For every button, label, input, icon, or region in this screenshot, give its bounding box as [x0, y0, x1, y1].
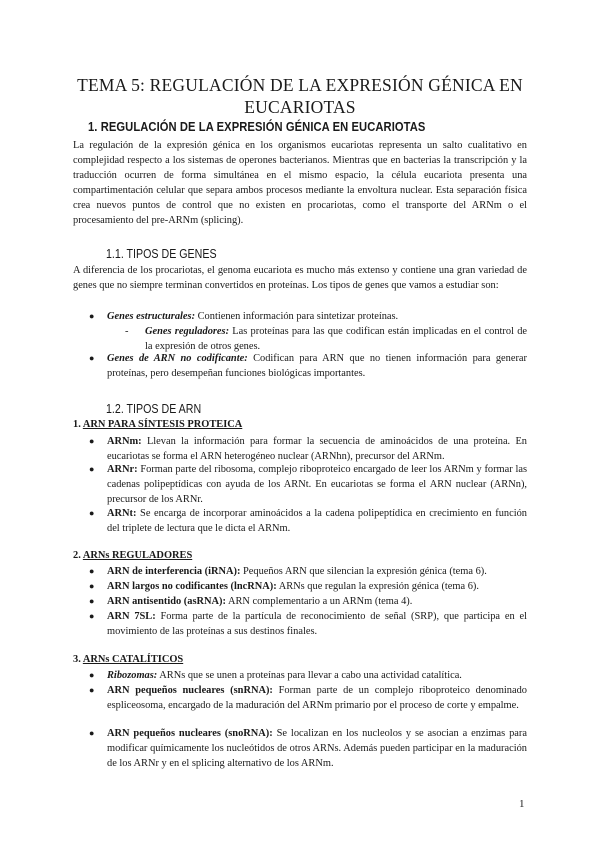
bullet-icon: ●: [89, 670, 95, 680]
arn-text: ARNs que regulan la expresión génica (tema 6).: [276, 581, 479, 592]
genes-intro-paragraph: A diferencia de los procariotas, el genoma eucariota es mucho más extenso y contiene una gran variedad de genes que no siempre terminan convertidos en proteínas. Los tipos de genes que vamos a estudiar son:: [73, 265, 527, 292]
arn-text: Pequeños ARN que silencian la expresión génica (tema 6).: [240, 566, 487, 577]
page-number: 1: [519, 798, 525, 810]
gene-type-term: Genes de ARN no codificante:: [107, 353, 248, 364]
bullet-icon: ●: [89, 464, 95, 474]
arn-group-heading: [73, 654, 183, 665]
arn-group-number: 2.: [73, 550, 81, 561]
title-line-1: TEMA 5: REGULACIÓN DE LA EXPRESIÓN GÉNICA EN: [77, 75, 523, 95]
arn-term: ARN de interferencia (iRNA):: [107, 566, 241, 577]
document-title: [60, 74, 540, 118]
arn-term: ARN antisentido (asRNA):: [107, 596, 226, 607]
bullet-icon: ●: [89, 611, 95, 621]
bullet-icon: ●: [89, 436, 95, 446]
bullet-icon: ●: [89, 596, 95, 606]
arn-item: [107, 668, 527, 683]
arn-text: Se encarga de incorporar aminoácidos a la cadena polipeptídica en crecimiento en función del triplete de lectura que le dicta el ARNm.: [107, 508, 527, 535]
arn-text: Forman parte de un complejo riboproteico denominado espliceosoma, encargado de la maduración del ARNm primario por el proceso de corte y empalme.: [107, 685, 527, 712]
arn-text: Se localizan en los nucleolos y se asocian a enzimas para modificar químicamente los nucleótidos de otros ARNs. Además pueden participar en la maduración de los ARNr y en el splicing alternativo de los ARNm.: [107, 728, 527, 770]
arn-term: ARN pequeños nucleares (snoRNA):: [107, 728, 273, 739]
bullet-icon: ●: [89, 685, 95, 695]
arn-item: [107, 609, 527, 639]
title-line-2: EUCARIOTAS: [244, 97, 356, 117]
gene-type-term: Genes reguladores:: [145, 326, 230, 337]
arn-group-number: 3.: [73, 654, 81, 665]
dash-icon: -: [125, 326, 129, 337]
bullet-icon: ●: [89, 353, 95, 363]
gene-type-item: [107, 351, 527, 381]
arn-term: ARN pequeños nucleares (snRNA):: [107, 685, 273, 696]
bullet-icon: ●: [89, 566, 95, 576]
arn-item: [107, 594, 527, 609]
arn-item: [107, 434, 527, 464]
arn-text: Forman parte del ribosoma, complejo riboproteico encargado de leer los ARNm y formar las cadenas polipeptídicas con ayuda de los ARNt. En eucariotas se forma el ARN nuclear (ARNn), precursor de los ARNr.: [107, 464, 527, 506]
arn-group-heading: [73, 419, 242, 430]
arn-group-number: 1.: [73, 419, 81, 430]
arn-group-heading: [73, 550, 192, 561]
arn-group-title: ARNs REGULADORES: [82, 550, 193, 561]
bullet-icon: ●: [89, 508, 95, 518]
arn-item: [107, 726, 527, 771]
arn-item: [107, 579, 527, 594]
arn-term: ARNm:: [107, 436, 142, 447]
gene-type-item: [107, 309, 527, 324]
arn-term: ARNt:: [107, 508, 137, 519]
gene-type-subitem: [145, 324, 527, 354]
arn-item: [107, 506, 527, 536]
gene-type-text: Codifican para ARN que no tienen información para generar proteínas, pero desempeñan funciones biológicas importantes.: [107, 353, 528, 380]
subsection-heading-arn: 1.2. TIPOS DE ARN: [106, 401, 202, 416]
arn-text: ARNs que se unen a proteínas para llevar a cabo una actividad catalítica.: [157, 670, 462, 681]
arn-item: [107, 683, 527, 713]
gene-type-text: Contienen información para sintetizar proteínas.: [195, 311, 399, 322]
bullet-icon: ●: [89, 311, 95, 321]
gene-type-term: Genes estructurales:: [107, 311, 196, 322]
section-heading-1: 1. REGULACIÓN DE LA EXPRESIÓN GÉNICA EN EUCARIOTAS: [88, 119, 426, 134]
intro-paragraph: La regulación de la expresión génica en los organismos eucariotas representa un salto cualitativo en complejidad respecto a los sistemas de operones bacterianos. Mientras que en bacterias la transcripción y la traducción ocurren de forma simultánea en el mismo espacio, la célula eucariota presenta una compartimentación celular que separa ambos procesos mediante la envoltura nuclear. Esta separación física crea nuevos puntos de control que no existen en procariotas, como el transporte del ARNm o el procesamiento del pre-ARNm (splicing).: [73, 140, 527, 227]
bullet-icon: ●: [89, 581, 95, 591]
bullet-icon: ●: [89, 728, 95, 738]
arn-term: Ribozomas:: [107, 670, 158, 681]
arn-text: Forma parte de la partícula de reconocimiento de señal (SRP), que participa en el movimiento de las proteínas a sus destinos finales.: [107, 611, 527, 638]
arn-item: [107, 564, 527, 579]
gene-type-text: Las proteínas para las que codifican están implicadas en el control de la expresión de otros genes.: [145, 326, 527, 353]
arn-group-title: ARNs CATALÍTICOS: [82, 654, 184, 665]
arn-item: [107, 462, 527, 507]
subsection-heading-genes: 1.1. TIPOS DE GENES: [106, 246, 217, 261]
arn-term: ARNr:: [107, 464, 138, 475]
arn-group-title: ARN PARA SÍNTESIS PROTEICA: [82, 419, 243, 430]
arn-term: ARN 7SL:: [107, 611, 156, 622]
arn-term: ARN largos no codificantes (lncRNA):: [107, 581, 277, 592]
arn-text: Llevan la información para formar la secuencia de aminoácidos de una proteína. En eucariotas se forma el ARN heterogéneo nuclear (ARNhn), precursor del ARNm.: [107, 436, 527, 463]
arn-text: ARN complementario a un ARNm (tema 4).: [225, 596, 413, 607]
